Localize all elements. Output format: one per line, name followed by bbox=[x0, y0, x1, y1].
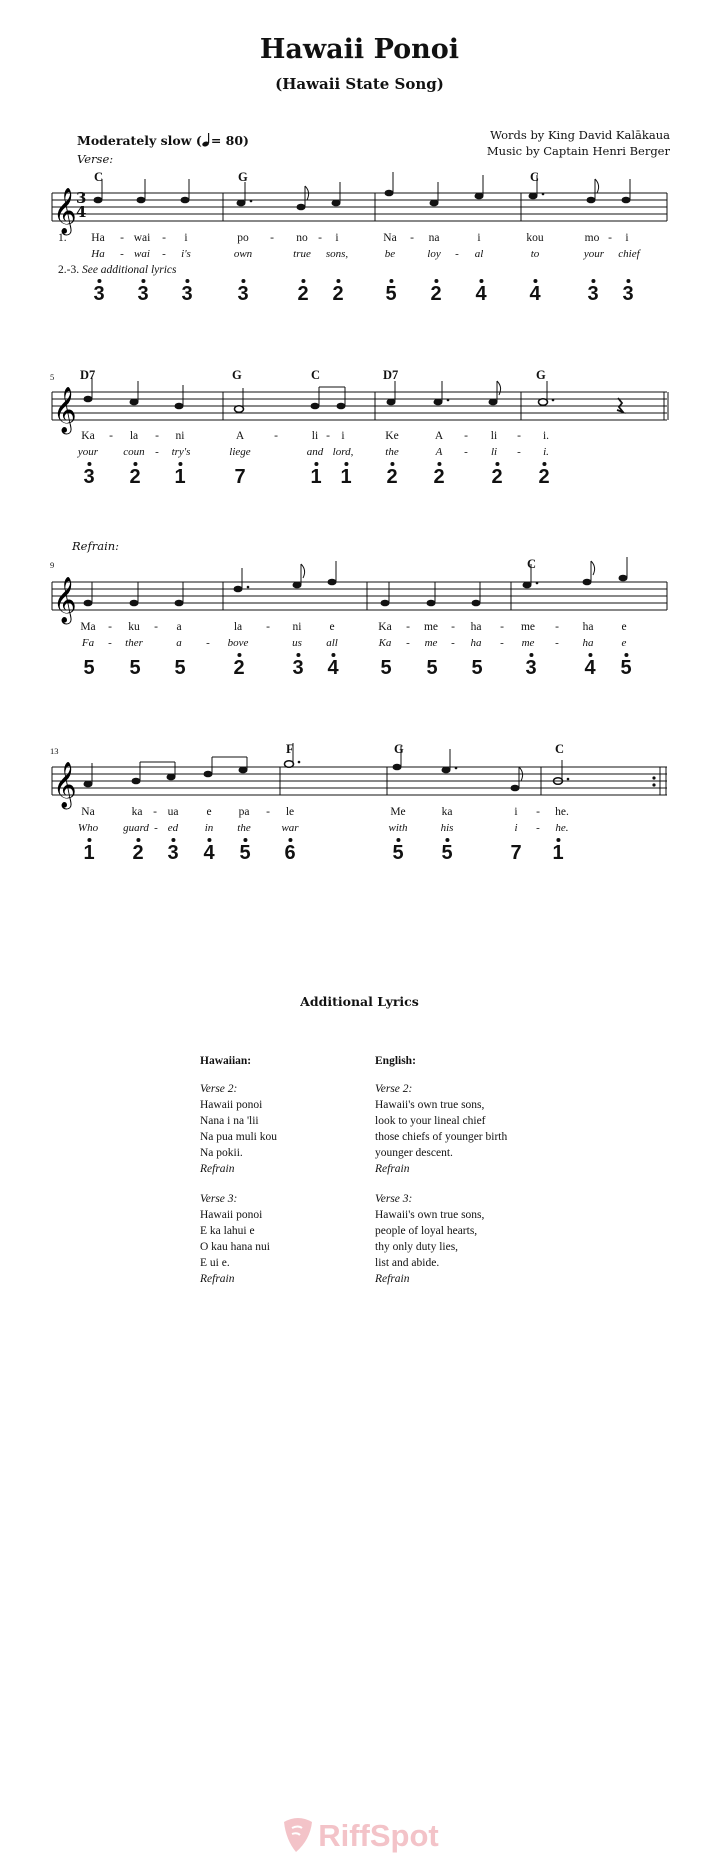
lyric-syllable: ka bbox=[441, 806, 453, 818]
chord-symbol: C bbox=[94, 170, 104, 184]
lyric-syllable: a bbox=[176, 621, 182, 633]
lyric-syllable: Na bbox=[81, 806, 95, 818]
lyric-syllable: ni bbox=[175, 430, 185, 442]
lyric-syllable: your bbox=[583, 248, 605, 260]
lyric-syllable: guard bbox=[123, 822, 149, 834]
guitar-pick-icon bbox=[280, 1816, 316, 1854]
lyric-syllable: - bbox=[326, 430, 330, 442]
lyric-syllable: A bbox=[235, 430, 245, 442]
lyric-syllable: me bbox=[521, 637, 535, 649]
lyric-syllable: i bbox=[335, 232, 339, 244]
measure-number: 5 bbox=[50, 372, 55, 382]
scale-degree: 5 bbox=[385, 283, 396, 306]
riffspot-logo bbox=[0, 1816, 719, 1854]
lyric-syllable: - bbox=[108, 621, 112, 633]
lyric-syllable: ther bbox=[125, 637, 143, 649]
lyric-syllable: i. bbox=[542, 430, 550, 442]
lyric-syllable: - bbox=[406, 621, 410, 633]
lyric-syllable: po bbox=[237, 232, 249, 244]
lyric-syllable: e bbox=[329, 621, 335, 633]
scale-degree: 5 bbox=[174, 657, 186, 679]
treble-clef-icon: 𝄞 bbox=[53, 762, 77, 808]
lyric-line: O kau hana nui bbox=[200, 1241, 270, 1253]
lyric-syllable: - bbox=[108, 637, 112, 649]
music-credit: Music by Captain Henri Berger bbox=[486, 144, 670, 158]
lyric-syllable: i bbox=[341, 430, 345, 442]
scale-degree: 7 bbox=[234, 466, 246, 488]
lyric-syllable: liege bbox=[229, 446, 251, 458]
lyric-syllable: ku bbox=[128, 621, 140, 633]
scale-degree: 6 bbox=[284, 842, 295, 865]
english-lyrics-column bbox=[375, 1053, 575, 1287]
lyric-syllable: - bbox=[455, 248, 459, 260]
lyric-syllable: - bbox=[120, 248, 124, 260]
lyric-syllable: - bbox=[536, 806, 540, 818]
lyric-syllable: ua bbox=[167, 806, 179, 818]
scale-degree: 1 bbox=[552, 842, 563, 865]
lyric-syllable: pa bbox=[238, 806, 250, 818]
chord-symbol: G bbox=[536, 368, 546, 382]
lyric-syllable: kou bbox=[526, 232, 544, 244]
tempo-marking: Moderately slow ( = 80) bbox=[77, 133, 249, 148]
lyric-syllable: la bbox=[129, 430, 139, 442]
lyric-syllable: - bbox=[451, 637, 455, 649]
lyric-syllable: ni bbox=[292, 621, 302, 633]
lyric-syllable: - bbox=[155, 430, 159, 442]
treble-clef-icon: 𝄞 bbox=[53, 577, 77, 623]
lyric-syllable: wai bbox=[133, 232, 151, 244]
lyric-syllable: na bbox=[428, 232, 440, 244]
additional-lyrics-note: See additional lyrics bbox=[81, 264, 177, 276]
lyric-line: E ui e. bbox=[200, 1257, 230, 1269]
verse-label: Verse 2: bbox=[375, 1083, 413, 1095]
lyric-syllable: - bbox=[406, 637, 410, 649]
lyric-syllable: Who bbox=[77, 822, 99, 834]
lyric-syllable: - bbox=[162, 248, 166, 260]
scale-degree: 2 bbox=[430, 283, 441, 306]
lyric-syllable: ha bbox=[582, 637, 594, 649]
time-signature-top: 3 bbox=[76, 189, 87, 207]
scale-degree: 4 bbox=[203, 842, 214, 865]
notes-system-1 bbox=[94, 172, 631, 210]
lyric-line: Hawaii ponoi bbox=[200, 1209, 263, 1221]
lyric-syllable: your bbox=[77, 446, 99, 458]
lyric-syllable: to bbox=[530, 248, 540, 260]
scale-degree: 5 bbox=[380, 657, 392, 679]
lyric-line: look to your lineal chief bbox=[375, 1115, 486, 1127]
verse-2-3-marker bbox=[58, 264, 177, 276]
lyric-line: Nana i na 'lii bbox=[200, 1115, 259, 1127]
lyric-syllable: ed bbox=[167, 822, 179, 834]
lyric-syllable: - bbox=[270, 232, 274, 244]
scale-degree: 3 bbox=[93, 283, 104, 306]
refrain-marker: Refrain bbox=[200, 1273, 235, 1285]
additional-lyrics-heading: Additional Lyrics bbox=[300, 994, 419, 1009]
lyric-syllable: - bbox=[154, 621, 158, 633]
scale-degree: 5 bbox=[620, 657, 631, 680]
scale-degree: 3 bbox=[181, 283, 192, 306]
time-signature bbox=[76, 191, 86, 219]
scale-degree: 1 bbox=[340, 466, 351, 489]
scale-degree: 4 bbox=[327, 657, 338, 680]
scale-degree: 1 bbox=[310, 466, 321, 489]
tempo-bpm: = 80 bbox=[210, 133, 244, 148]
lyric-line: Na pua muli kou bbox=[200, 1131, 277, 1143]
verse-1-marker: 1. bbox=[58, 232, 67, 244]
lyric-syllable: Ha bbox=[91, 248, 105, 260]
scale-degree: 4 bbox=[475, 283, 486, 306]
time-signature-bottom: 4 bbox=[76, 203, 87, 221]
lyric-syllable: - bbox=[517, 446, 521, 458]
verse-label: Verse: bbox=[77, 152, 114, 166]
lyric-syllable: A bbox=[435, 446, 443, 458]
chord-symbol: F bbox=[286, 742, 294, 756]
lyric-line: E ka lahui e bbox=[200, 1225, 255, 1237]
lyric-syllable: la bbox=[233, 621, 243, 633]
scale-degree: 2 bbox=[386, 466, 397, 489]
measure-number: 13 bbox=[50, 746, 59, 756]
chord-symbol: C bbox=[555, 742, 565, 756]
scale-degree: 5 bbox=[83, 657, 95, 679]
lyric-syllable: me bbox=[424, 637, 438, 649]
scale-degree: 3 bbox=[622, 283, 633, 306]
lyric-syllable: Ka bbox=[81, 430, 95, 442]
lyric-syllable: his bbox=[440, 822, 454, 834]
english-heading: English: bbox=[375, 1055, 416, 1067]
scale-degree: 3 bbox=[525, 657, 536, 680]
lyric-syllable: Ka bbox=[378, 637, 392, 649]
lyric-syllable: i bbox=[514, 822, 518, 834]
lyric-syllable: - bbox=[451, 621, 455, 633]
lyric-syllable: ha bbox=[582, 621, 594, 633]
lyric-syllable: and bbox=[306, 446, 324, 458]
lyric-syllable: - bbox=[120, 232, 124, 244]
lyric-syllable: - bbox=[109, 430, 113, 442]
scale-degree: 5 bbox=[441, 842, 452, 865]
hawaiian-heading: Hawaiian: bbox=[200, 1055, 252, 1067]
lyric-syllable: - bbox=[274, 430, 278, 442]
scale-degree: 3 bbox=[587, 283, 598, 306]
lyric-syllable: - bbox=[555, 637, 559, 649]
lyric-syllable: A bbox=[434, 430, 444, 442]
scale-degree: 2 bbox=[491, 466, 502, 489]
lyric-syllable: le bbox=[285, 806, 295, 818]
lyric-syllable: e bbox=[206, 806, 212, 818]
tempo-text: Moderately slow bbox=[77, 133, 192, 148]
scale-degree: 2 bbox=[332, 283, 343, 306]
lyric-syllable: war bbox=[281, 822, 299, 834]
verse-label: Verse 3: bbox=[375, 1193, 413, 1205]
scale-degree: 2 bbox=[538, 466, 549, 489]
lyric-syllable: - bbox=[155, 446, 159, 458]
lyric-syllable: me bbox=[423, 621, 439, 633]
lyric-syllable: - bbox=[555, 621, 559, 633]
lyric-syllable: i bbox=[514, 806, 518, 818]
lyric-syllable: - bbox=[500, 637, 504, 649]
lyric-syllable: no bbox=[296, 232, 308, 244]
music-system-1 bbox=[0, 0, 719, 320]
scale-degree: 7 bbox=[510, 842, 522, 864]
chord-symbol: C bbox=[311, 368, 321, 382]
staff-4 bbox=[0, 740, 719, 830]
chord-symbol: G bbox=[232, 368, 242, 382]
lyric-syllable: Ke bbox=[385, 430, 399, 442]
lyric-syllable: li bbox=[490, 430, 498, 442]
staff-3 bbox=[0, 535, 719, 625]
scale-degree: 3 bbox=[237, 283, 248, 306]
brand-name: RiffSpot bbox=[318, 1818, 439, 1853]
lyric-syllable: sons, bbox=[325, 248, 349, 260]
scale-degree: 1 bbox=[83, 842, 94, 865]
lyric-syllable: ha bbox=[470, 621, 482, 633]
lyric-syllable: Me bbox=[390, 806, 406, 818]
lyric-syllable: true bbox=[293, 248, 311, 260]
lyric-syllable: coun bbox=[123, 446, 145, 458]
lyric-syllable: - bbox=[410, 232, 414, 244]
scale-degree: 2 bbox=[233, 657, 244, 680]
lyric-line: Hawaii's own true sons, bbox=[375, 1209, 485, 1221]
lyric-syllable: with bbox=[388, 822, 408, 834]
refrain-marker: Refrain bbox=[375, 1273, 410, 1285]
scale-degree: 5 bbox=[471, 657, 483, 679]
lyric-line: Hawaii's own true sons, bbox=[375, 1099, 485, 1111]
lyric-syllable: bove bbox=[227, 637, 249, 649]
music-system-3 bbox=[0, 535, 719, 695]
scale-degree: 4 bbox=[584, 657, 595, 680]
lyric-syllable: e bbox=[621, 637, 627, 649]
lyric-syllable: chief bbox=[618, 248, 640, 260]
lyric-syllable: i bbox=[625, 232, 629, 244]
lyric-line: Na pokii. bbox=[200, 1147, 243, 1159]
lyric-syllable: me bbox=[520, 621, 536, 633]
lyric-syllable: - bbox=[464, 430, 468, 442]
quarter-rest-icon bbox=[617, 398, 623, 412]
lyric-syllable: all bbox=[326, 637, 338, 649]
treble-clef-icon: 𝄞 bbox=[53, 188, 77, 234]
lyric-syllable: try's bbox=[171, 446, 191, 458]
chord-symbol: D7 bbox=[80, 368, 96, 382]
hawaiian-lyrics-column bbox=[200, 1053, 360, 1287]
lyric-syllable: in bbox=[204, 822, 214, 834]
verse-label: Verse 2: bbox=[200, 1083, 238, 1095]
lyric-syllable: - bbox=[206, 637, 210, 649]
lyric-syllable: lord, bbox=[332, 446, 354, 458]
staff-2 bbox=[0, 360, 719, 440]
lyric-syllable: li bbox=[490, 446, 498, 458]
lyric-syllable: us bbox=[292, 637, 302, 649]
lyric-syllable: loy bbox=[427, 248, 441, 260]
measure-number: 9 bbox=[50, 560, 55, 570]
lyric-syllable: wai bbox=[134, 248, 150, 260]
words-credit: Words by King David Kalākaua bbox=[490, 128, 670, 142]
lyric-line: Hawaii ponoi bbox=[200, 1099, 263, 1111]
lyric-syllable: - bbox=[266, 621, 270, 633]
verse-label: Verse 3: bbox=[200, 1193, 238, 1205]
scale-degree: 5 bbox=[129, 657, 141, 679]
lyric-syllable: a bbox=[176, 637, 182, 649]
chord-symbol: G bbox=[394, 742, 404, 756]
chord-symbol: D7 bbox=[383, 368, 399, 382]
scale-degree: 5 bbox=[239, 842, 250, 865]
music-system-4 bbox=[0, 740, 719, 900]
lyric-syllable: ha bbox=[470, 637, 482, 649]
verse-2-3-label: 2.-3. bbox=[58, 264, 80, 276]
lyric-syllable: i's bbox=[181, 248, 191, 260]
lyric-line: thy only duty lies, bbox=[375, 1241, 459, 1253]
lyric-syllable: ka bbox=[131, 806, 143, 818]
lyric-syllable: own bbox=[233, 248, 253, 260]
song-title: Hawaii Ponoi bbox=[259, 34, 460, 65]
scale-degree: 3 bbox=[83, 466, 94, 489]
lyric-syllable: - bbox=[536, 822, 540, 834]
lyric-syllable: al bbox=[474, 248, 484, 260]
scale-degree: 2 bbox=[132, 842, 143, 865]
scale-degree: 3 bbox=[137, 283, 148, 306]
lyric-syllable: be bbox=[384, 248, 396, 260]
lyric-syllable: - bbox=[464, 446, 468, 458]
lyric-line: people of loyal hearts, bbox=[375, 1225, 478, 1237]
chord-symbol: G bbox=[238, 170, 248, 184]
refrain-label: Refrain: bbox=[72, 539, 120, 553]
lyric-syllable: - bbox=[154, 822, 158, 834]
lyric-syllable: - bbox=[608, 232, 612, 244]
lyric-syllable: - bbox=[500, 621, 504, 633]
lyric-syllable: Ka bbox=[378, 621, 392, 633]
refrain-marker: Refrain bbox=[375, 1163, 410, 1175]
lyric-syllable: li bbox=[311, 430, 319, 442]
scale-degree: 1 bbox=[174, 466, 185, 489]
notes-system-2 bbox=[84, 378, 624, 412]
lyric-syllable: i. bbox=[543, 446, 549, 458]
lyric-syllable: he. bbox=[555, 806, 569, 818]
lyric-syllable: i bbox=[477, 232, 481, 244]
lyric-syllable: Ma bbox=[80, 621, 96, 633]
lyric-syllable: - bbox=[153, 806, 157, 818]
scale-degree: 2 bbox=[433, 466, 444, 489]
lyric-line: younger descent. bbox=[375, 1147, 453, 1159]
lyric-syllable: the bbox=[237, 822, 251, 834]
lyric-line: list and abide. bbox=[375, 1257, 440, 1269]
lyric-syllable: Ha bbox=[91, 232, 105, 244]
lyric-syllable: - bbox=[162, 232, 166, 244]
song-subtitle: (Hawaii State Song) bbox=[275, 75, 444, 93]
refrain-marker: Refrain bbox=[200, 1163, 235, 1175]
chord-symbol: C bbox=[530, 170, 540, 184]
scale-degree: 2 bbox=[297, 283, 308, 306]
lyric-syllable: e bbox=[621, 621, 627, 633]
lyric-syllable: mo bbox=[584, 232, 600, 244]
chord-symbol: C bbox=[527, 557, 537, 571]
scale-degree: 2 bbox=[129, 466, 140, 489]
scale-degree: 3 bbox=[167, 842, 178, 865]
treble-clef-icon: 𝄞 bbox=[53, 387, 77, 433]
lyric-syllable: Fa bbox=[81, 637, 95, 649]
lyric-syllable: the bbox=[385, 446, 399, 458]
lyric-line: those chiefs of younger birth bbox=[375, 1131, 508, 1143]
scale-degree: 3 bbox=[292, 657, 303, 680]
scale-degree: 4 bbox=[529, 283, 540, 306]
lyric-syllable: i bbox=[184, 232, 188, 244]
scale-degree: 5 bbox=[392, 842, 403, 865]
lyric-syllable: Na bbox=[383, 232, 397, 244]
lyric-syllable: he. bbox=[555, 822, 569, 834]
lyric-syllable: - bbox=[266, 806, 270, 818]
lyric-syllable: - bbox=[517, 430, 521, 442]
music-system-2 bbox=[0, 360, 719, 520]
scale-degree: 5 bbox=[426, 657, 438, 679]
lyric-syllable: - bbox=[318, 232, 322, 244]
